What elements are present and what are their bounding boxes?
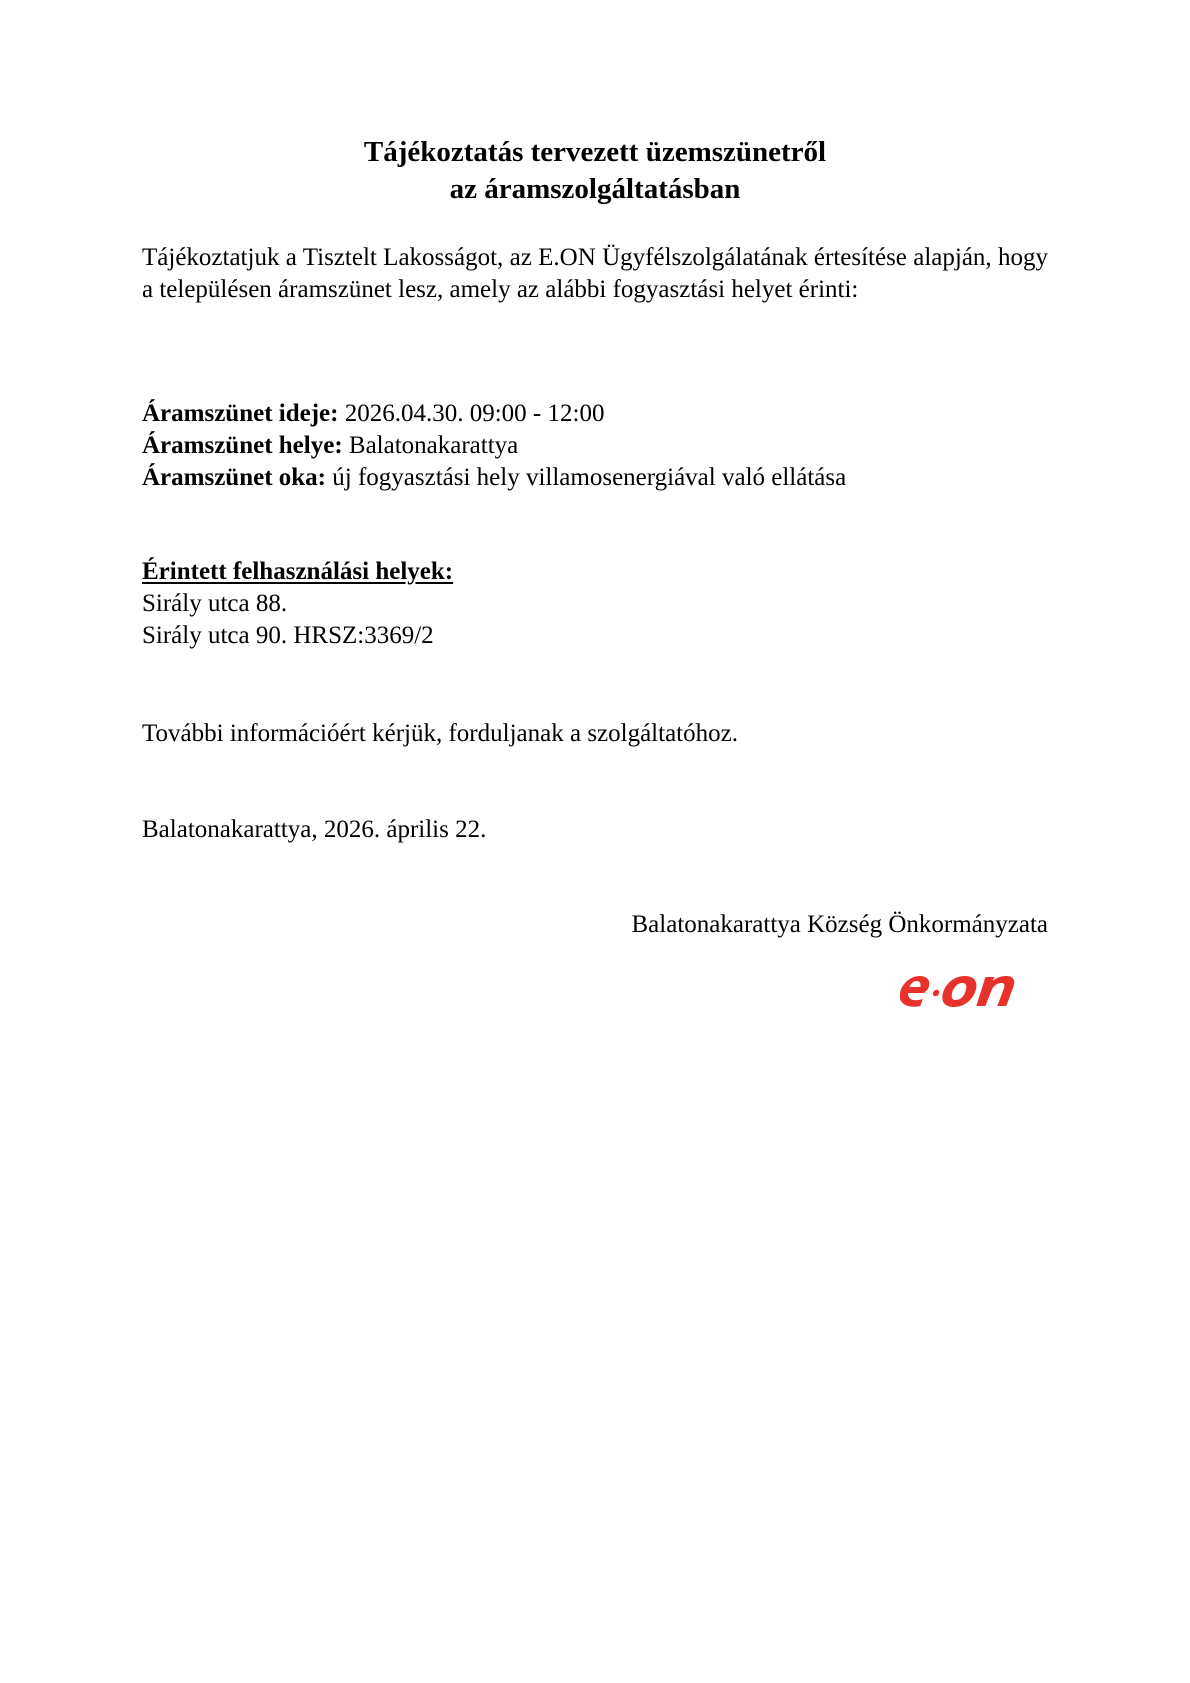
outage-reason-label: Áramszünet oka: xyxy=(142,464,327,491)
outage-time-line xyxy=(142,398,846,430)
place-and-date: Balatonakarattya, 2026. április 22. xyxy=(142,816,487,843)
eon-logo xyxy=(900,965,1040,1015)
further-info-text: További információért kérjük, forduljanak a szolgáltatóhoz. xyxy=(142,720,738,747)
outage-time-value: 2026.04.30. 09:00 - 12:00 xyxy=(338,400,605,427)
document-title xyxy=(0,134,1190,208)
outage-details xyxy=(142,398,846,494)
outage-time-label: Áramszünet ideje: xyxy=(142,400,339,427)
affected-location-item: Sirály utca 90. HRSZ:3369/2 xyxy=(142,622,434,649)
outage-place-label: Áramszünet helye: xyxy=(142,432,343,459)
outage-place-value: Balatonakarattya xyxy=(342,432,519,459)
outage-place-line xyxy=(142,430,846,462)
outage-reason-value: új fogyasztási hely villamosenergiával való ellátása xyxy=(326,464,847,491)
affected-locations xyxy=(142,556,453,652)
affected-locations-heading: Érintett felhasználási helyek: xyxy=(142,558,454,585)
outage-reason-line xyxy=(142,462,846,494)
title-line-2: az áramszolgáltatásban xyxy=(449,173,741,205)
affected-location-item: Sirály utca 88. xyxy=(142,590,288,617)
signature: Balatonakarattya Község Önkormányzata xyxy=(631,911,1048,938)
intro-paragraph: Tájékoztatjuk a Tisztelt Lakosságot, az E.ON Ügyfélszolgálatának értesítése alapján, hogy a településen áramszünet lesz, amely az alábbi fogyasztási helyet érinti: xyxy=(142,244,1048,303)
title-line-1: Tájékoztatás tervezett üzemszünetről xyxy=(363,136,827,168)
eon-logo-icon xyxy=(900,965,1040,1015)
